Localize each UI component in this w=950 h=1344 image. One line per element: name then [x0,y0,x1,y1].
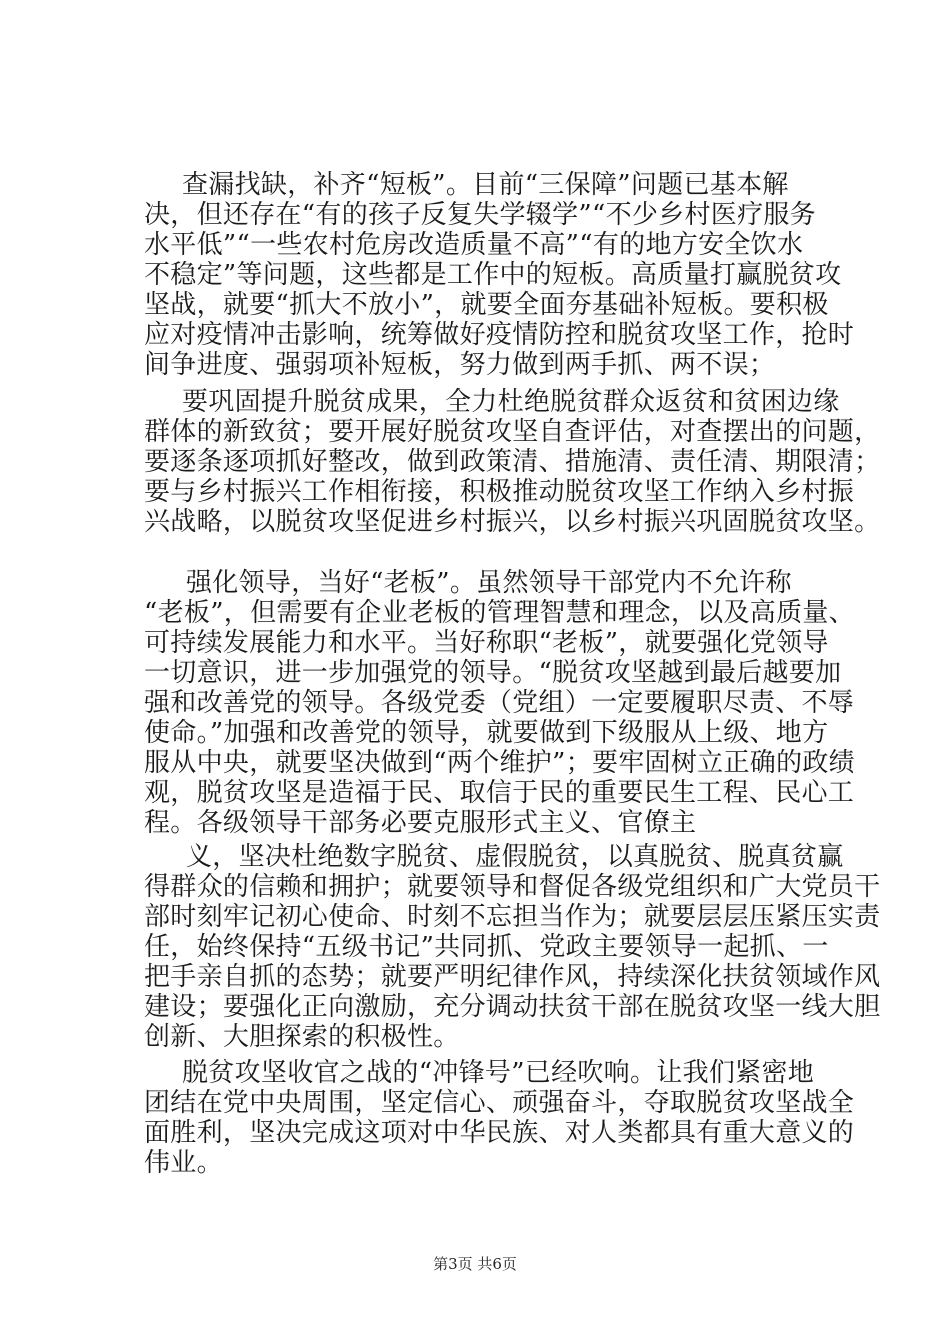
text-line: 强化领导，当好“老板”。虽然领导干部党内不允许称 [186,568,792,598]
paragraph-2 [144,387,881,537]
text-line: 使命。”加强和改善党的领导，就要做到下级服从上级、地方 [144,718,829,748]
text-line: 伟业。 [144,1148,223,1178]
text-line: 决，但还存在“有的孩子反复失学辍学”“不少乡村医疗服务 [144,200,816,230]
text-line: 查漏找缺，补齐“短板”。目前“三保障”问题已基本解 [182,170,789,200]
text-line: 应对疫情冲击影响，统筹做好疫情防控和脱贫攻坚工作，抢时 [144,320,855,350]
text-line: 兴战略，以脱贫攻坚促进乡村振兴，以乡村振兴巩固脱贫攻坚。 [144,507,881,537]
text-line: 团结在党中央周围，坚定信心、顽强奋斗，夺取脱贫攻坚战全 [144,1088,855,1118]
paragraph-3 [144,568,855,838]
text-line: 面胜利，坚决完成这项对中华民族、对人类都具有重大意义的 [144,1118,855,1148]
page-number-label: 第3页 共6页 [433,1255,517,1273]
text-line: 强和改善党的领导。各级党委（党组）一定要履职尽责、不辱 [144,688,855,718]
text-line: 要逐条逐项抓好整改，做到政策清、措施清、责任清、期限清； [144,447,881,477]
text-line: “老板”，但需要有企业老板的管理智慧和理念，以及高质量、 [144,598,855,628]
text-line: 得群众的信赖和拥护；就要领导和督促各级党组织和广大党员干 [144,872,881,902]
paragraph-5 [144,1058,855,1178]
text-line: 建设；要强化正向激励，充分调动扶贫干部在脱贫攻坚一线大胆 [144,992,881,1022]
text-line: 部时刻牢记初心使命、时刻不忘担当作为；就要层层压紧压实责 [144,902,881,932]
page-footer [0,1254,950,1274]
text-line: 任，始终保持“五级书记”共同抓、党政主要领导一起抓、一 [144,932,829,962]
text-line: 脱贫攻坚收官之战的“冲锋号”已经吹响。让我们紧密地 [182,1058,815,1088]
text-line: 不稳定”等问题，这些都是工作中的短板。高质量打赢脱贫攻 [144,260,842,290]
text-line: 程。各级领导干部务必要克服形式主义、官僚主 [144,808,697,838]
text-line: 服从中央，就要坚决做到“两个维护”；要牢固树立正确的政绩 [144,748,855,778]
text-line: 要巩固提升脱贫成果，全力杜绝脱贫群众返贫和贫困边缘 [182,387,840,417]
text-line: 可持续发展能力和水平。当好称职“老板”，就要强化党领导 [144,628,829,658]
paragraph-1 [144,170,855,380]
text-line: 一切意识，进一步加强党的领导。“脱贫攻坚越到最后越要加 [144,658,842,688]
text-line: 水平低”“一些农村危房改造质量不高”“有的地方安全饮水 [144,230,804,260]
text-line: 观，脱贫攻坚是造福于民、取信于民的重要民生工程、民心工 [144,778,855,808]
text-line: 把手亲自抓的态势；就要严明纪律作风，持续深化扶贫领域作风 [144,962,881,992]
text-line: 义，坚决杜绝数字脱贫、虚假脱贫，以真脱贫、脱真贫赢 [186,842,844,872]
text-line: 群体的新致贫；要开展好脱贫攻坚自查评估，对查摆出的问题， [144,417,881,447]
text-line: 坚战，就要“抓大不放小”，就要全面夯基础补短板。要积极 [144,290,829,320]
paragraph-4 [144,842,881,1052]
text-line: 要与乡村振兴工作相衔接，积极推动脱贫攻坚工作纳入乡村振 [144,477,855,507]
text-line: 创新、大胆探索的积极性。 [144,1022,460,1052]
text-line: 间争进度、强弱项补短板，努力做到两手抓、两不误； [144,350,776,380]
